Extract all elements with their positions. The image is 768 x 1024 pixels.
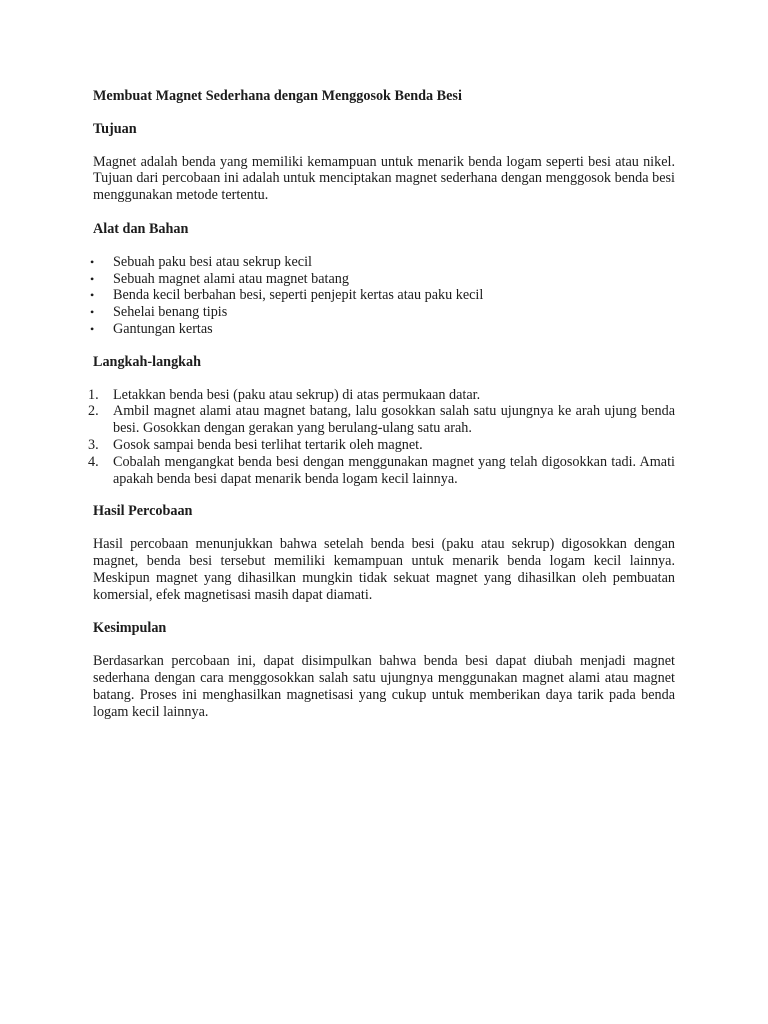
document-title: Membuat Magnet Sederhana dengan Menggosok Benda Besi <box>93 88 462 104</box>
list-item-text: Benda kecil berbahan besi, seperti penjepit kertas atau paku kecil <box>113 287 484 304</box>
list-item <box>90 304 675 321</box>
list-item <box>90 253 675 271</box>
bullet-icon: • <box>90 305 95 320</box>
list-item-text: Sebuah paku besi atau sekrup kecil <box>113 253 312 270</box>
step-number: 1. <box>88 386 99 403</box>
step-number: 4. <box>88 453 99 470</box>
step-item <box>88 453 675 488</box>
list-item <box>90 270 675 288</box>
list-item-text: Gantungan kertas <box>113 320 213 337</box>
step-text: Ambil magnet alami atau magnet batang, lalu gosokkan salah satu ujungnya ke arah ujung benda besi. Gosokkan dengan gerakan yang berulang-ulang satu arah. <box>113 403 675 437</box>
heading-kesimpulan: Kesimpulan <box>93 620 167 637</box>
list-item <box>90 320 675 338</box>
heading-tujuan: Tujuan <box>93 120 137 137</box>
bullet-icon: • <box>90 254 95 269</box>
heading-alat-bahan: Alat dan Bahan <box>93 220 189 237</box>
list-item-text: Sebuah magnet alami atau magnet batang <box>113 270 349 287</box>
bullet-icon: • <box>90 288 95 303</box>
step-number: 2. <box>88 403 99 420</box>
step-text: Letakkan benda besi (paku atau sekrup) di atas permukaan datar. <box>113 386 481 403</box>
step-item <box>88 403 675 437</box>
step-text: Gosok sampai benda besi terlihat tertarik oleh magnet. <box>113 436 423 453</box>
heading-hasil: Hasil Percobaan <box>93 503 193 520</box>
bullet-icon: • <box>90 321 95 336</box>
document-page <box>88 88 675 737</box>
step-number: 3. <box>88 436 99 453</box>
list-alat-bahan <box>90 253 675 338</box>
step-item <box>88 386 675 404</box>
bullet-icon: • <box>90 271 95 286</box>
paragraph-hasil: Hasil percobaan menunjukkan bahwa setelah benda besi (paku atau sekrup) digosokkan dengan magnet, benda besi tersebut memiliki kemampuan untuk menarik benda logam kecil lainnya. Meskipun magnet yang dihasilkan mungkin tidak sekuat magnet yang dihasilkan oleh pembuatan komersial, efek magnetisasi masih dapat diamati. <box>93 536 675 603</box>
list-langkah <box>88 386 675 488</box>
paragraph-kesimpulan: Berdasarkan percobaan ini, dapat disimpulkan bahwa benda besi dapat diubah menjadi magnet sederhana dengan cara menggosokkan salah satu ujungnya menggunakan magnet alami atau magnet batang. Proses ini menghasilkan magnetisasi yang cukup untuk memberikan daya tarik pada benda logam kecil lainnya. <box>93 653 675 720</box>
step-text: Cobalah mengangkat benda besi dengan menggunakan magnet yang telah digosokkan tadi. Amati apakah benda besi dapat menarik benda logam kecil lainnya. <box>113 453 675 487</box>
paragraph-tujuan: Magnet adalah benda yang memiliki kemampuan untuk menarik benda logam seperti besi atau nikel. Tujuan dari percobaan ini adalah untuk menciptakan magnet sederhana dengan menggosok benda besi menggunakan metode tertentu. <box>93 153 675 204</box>
step-item <box>88 436 675 454</box>
heading-langkah: Langkah-langkah <box>93 353 202 370</box>
list-item-text: Sehelai benang tipis <box>113 304 228 321</box>
list-item <box>90 287 675 304</box>
